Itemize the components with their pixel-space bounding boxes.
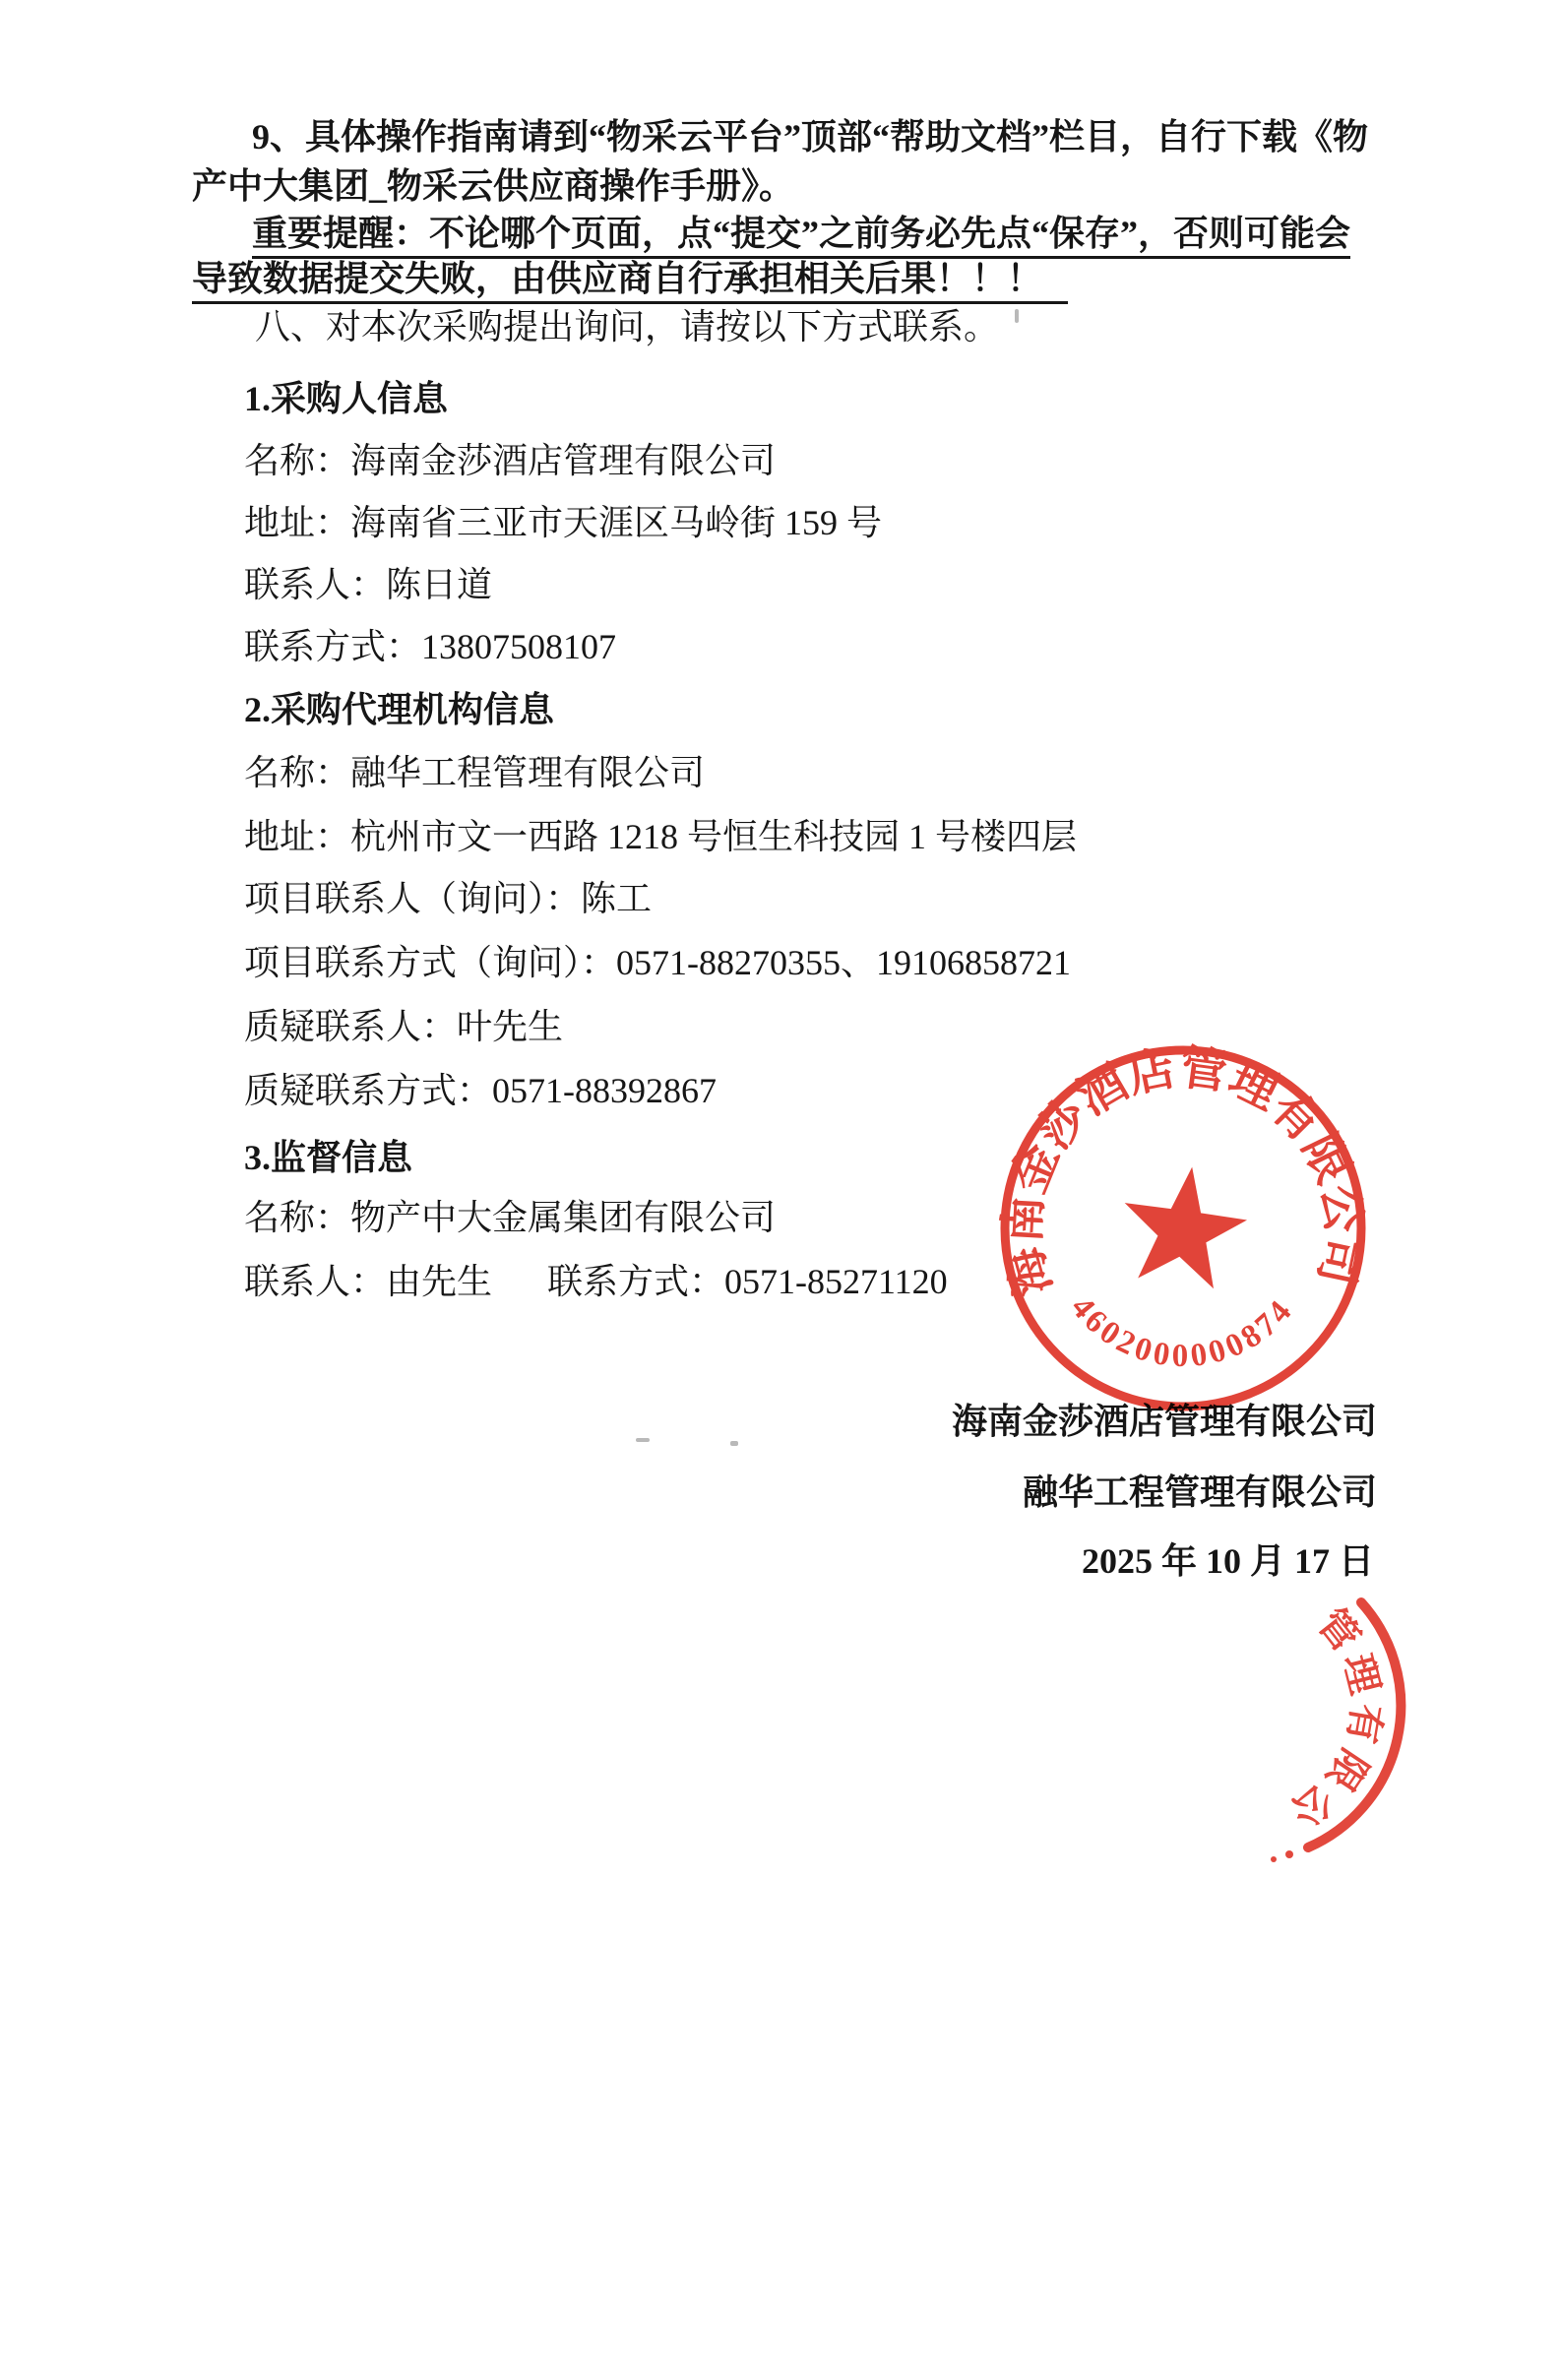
- scan-speck: [730, 1441, 738, 1446]
- purchaser-name: 名称：海南金莎酒店管理有限公司: [244, 441, 777, 480]
- agency-address: 地址：杭州市文一西路 1218 号恒生科技园 1 号楼四层: [244, 817, 1078, 856]
- seal-number-arc-text: 4602000000874: [1063, 1289, 1301, 1375]
- partial-seal-dot: [1285, 1850, 1293, 1858]
- supervision-contact: 联系人：由先生: [244, 1262, 493, 1301]
- partial-seal: [1167, 1526, 1561, 1919]
- reminder-underlined-text-2: 导致数据提交失败，由供应商自行承担相关后果！！！: [192, 259, 1068, 304]
- agency-project-phone: 项目联系方式（询问）：0571-88270355、19106858721: [244, 943, 1071, 982]
- supervision-name: 名称：物产中大金属集团有限公司: [244, 1198, 777, 1237]
- paragraph-9-line-1: 9、具体操作指南请到“物采云平台”顶部“帮助文档”栏目，自行下载《物: [252, 117, 1369, 157]
- agency-challenge-phone: 质疑联系方式：0571-88392867: [244, 1071, 717, 1110]
- partial-seal-arc-text: 管理有限公: [1280, 1600, 1390, 1838]
- important-reminder-line-1: [252, 213, 1350, 255]
- supervision-contact-line: [244, 1261, 948, 1303]
- important-reminder-line-2: [192, 258, 1068, 300]
- supervision-phone: 联系方式：0571-85271120: [547, 1262, 948, 1301]
- supervision-heading: 3.监督信息: [244, 1138, 413, 1177]
- scan-speck: [1015, 309, 1019, 323]
- purchaser-heading: 1.采购人信息: [244, 379, 449, 418]
- section-8-intro: 八、对本次采购提出询问，请按以下方式联系。: [255, 307, 1000, 346]
- agency-project-contact: 项目联系人（询问）：陈工: [244, 879, 653, 918]
- paragraph-9-line-2: 产中大集团_物采云供应商操作手册》。: [192, 166, 795, 206]
- scan-speck: [636, 1438, 650, 1442]
- agency-heading: 2.采购代理机构信息: [244, 690, 555, 729]
- agency-name: 名称：融华工程管理有限公司: [244, 753, 706, 792]
- signature-company-2: 融华工程管理有限公司: [1022, 1472, 1377, 1512]
- signature-company-1: 海南金莎酒店管理有限公司: [951, 1402, 1377, 1441]
- partial-seal-dot: [1271, 1856, 1277, 1862]
- signature-date: 2025 年 10 月 17 日: [1081, 1541, 1374, 1581]
- purchaser-phone: 联系方式：13807508107: [244, 627, 617, 666]
- company-seal: [996, 1041, 1370, 1415]
- purchaser-address: 地址：海南省三亚市天涯区马岭街 159 号: [244, 503, 883, 542]
- purchaser-contact: 联系人：陈日道: [244, 565, 493, 604]
- seal-company-arc-text: 海南金莎酒店管理有限公司: [996, 1041, 1370, 1301]
- seal-star-icon: [1114, 1159, 1253, 1292]
- agency-challenge-contact: 质疑联系人：叶先生: [244, 1007, 564, 1046]
- reminder-underlined-text-1: 重要提醒：不论哪个页面，点“提交”之前务必先点“保存”，否则可能会: [252, 214, 1350, 259]
